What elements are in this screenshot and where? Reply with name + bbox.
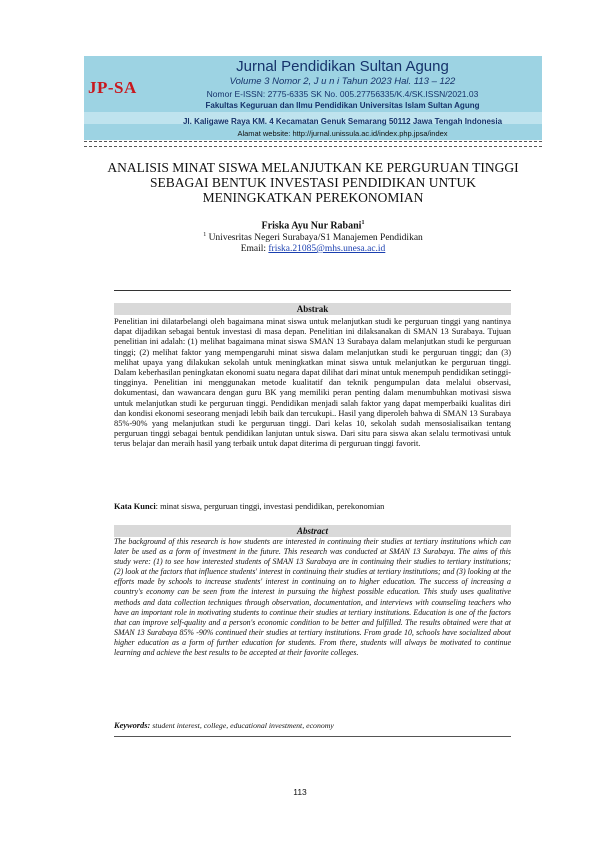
email-label: Email: [240, 244, 269, 254]
article-email [84, 244, 542, 254]
article-title-line: SEBAGAI BENTUK INVESTASI PENDIDIKAN UNTUK [150, 175, 476, 190]
abstract-heading: Abstract [114, 525, 511, 537]
article-title [84, 160, 542, 205]
journal-address: Jl. Kaligawe Raya KM. 4 Kecamatan Genuk Semarang 50112 Jawa Tengah Indonesia [182, 117, 503, 126]
journal-website: Alamat website: http://jurnal.unissula.ac.id/index.php.jpsa/index [237, 129, 448, 138]
abstrak-body: Penelitian ini dilatarbelangi oleh bagaimana minat siswa untuk melanjutkan studi ke perguruan tinggi yang nantinya dapat dijadikan sebagai bentuk investasi di masa depan. Penelitian ini dilaksanakan di SMAN 13 Surabaya. Tujuan penelitian ini adalah: (1) melihat bagaimana minat siswa SMAN 13 Surabaya dalam melanjutkan studi ke perguruan tinggi; (2) melihat faktor yang mempengaruhi minat siswa dalam melanjutkan studi ke perguruan tinggi; dan (3) melihat upaya yang dilakukan sekolah untuk meningkatkan minat siswa untuk melanjutkan ke perguruan tinggi. Dalam keberhasilan peningkatan ekonomi suatu negara dapat dilihat dari minat untuk menempuh pendidikan setinggi-tingginya. Penelitian ini menggunakan metode kualitatif dan teknik pengumpulan data melalui observasi, dokumentasi, dan wawancara dengan guru BK yang memiliki peran penting dalam menumbuhkan motivasi siswa untuk melanjutkan studi ke perguruan tinggi. Pendidikan menjadi salah faktor yang dapat memperbaiki kualitas diri dan kondisi ekonomi seseorang menjadi lebih baik dan tercukupi.. Hasil yang diperoleh bahwa di SMAN 13 Surabaya 85%-90% yang melanjutkan studi ke perguruan tinggi. Dari kelas 10, sekolah sudah mensosialisaikan tentang perguruan tinggi sebagai bentuk pendidikan lanjutan untuk siswa. Dari situ para siswa akan selalu termotivasi untuk terus belajar dan meraih hasil yang terbaik untuk dapat diterima di perguruan tinggi favorit. [114, 317, 511, 449]
abstrak-keywords-label: Kata Kunci [114, 502, 156, 511]
affiliation-text: Univesritas Negeri Surabaya/S1 Manajemen Pendidikan [206, 233, 423, 244]
abstrak-top-rule [114, 290, 511, 291]
header-divider [84, 141, 542, 147]
page-number: 113 [293, 787, 307, 797]
abstract-keywords-label: Keywords: [114, 721, 151, 730]
abstrak-keywords-value: : minat siswa, perguruan tinggi, investasi pendidikan, perekonomian [155, 502, 385, 511]
affiliation-superscript: 1 [203, 232, 207, 238]
author-superscript: 1 [361, 220, 365, 226]
article-title-line: ANALISIS MINAT SISWA MELANJUTKAN KE PERGURUAN TINGGI [107, 160, 519, 175]
abstrak-keywords [114, 502, 511, 511]
article-author [84, 220, 542, 231]
abstract-keywords-value: student interest, college, educational investment, economy [150, 721, 334, 730]
journal-issn: Nomor E-ISSN: 2775-6335 SK No. 005.27756335/K.4/SK.ISSN/2021.03 [206, 89, 479, 99]
abstract-keywords [114, 721, 511, 730]
journal-logo: JP-SA [88, 78, 137, 97]
abstract-bottom-rule [114, 736, 511, 737]
abstrak-heading: Abstrak [114, 303, 511, 315]
journal-title: Jurnal Pendidikan Sultan Agung [236, 58, 449, 75]
journal-volume: Volume 3 Nomor 2, J u n i Tahun 2023 Hal. 113 – 122 [229, 76, 456, 87]
author-name: Friska Ayu Nur Rabani [261, 220, 362, 232]
article-affiliation [84, 232, 542, 243]
article-title-line: MENINGKATKAN PEREKONOMIAN [202, 190, 424, 205]
email-link[interactable]: friska.21085@mhs.unesa.ac.id [268, 244, 386, 254]
journal-faculty: Fakultas Keguruan dan Ilmu Pendidikan Universitas Islam Sultan Agung [205, 101, 480, 110]
abstract-body: The background of this research is how students are interested in continuing their studies at tertiary institutions which can later be used as a form of investment in the future. This research was conducted at SMAN 13 Surabaya. The aims of this study were: (1) to see how interested students of SMAN 13 Surabaya are in continuing their studies to tertiary institutions; (2) look at the factors that influence students' interest in continuing their studies at tertiary institutions; and (3) looking at the efforts made by schools to increase students' interest in continuing on to higher education. The success of increasing a country's economy can be seen from the interest in pursuing the highest possible education. This study uses qualitative methods and data collection techniques through observation, documentation, and interviews with counseling teachers who have an important role in motivating students to continue their studies at tertiary institutions. Education is one of the factors that can improve self-quality and a person's economic condition to be better and fulfilled. The results obtained were that at SMAN 13 Surabaya 85% -90% continued their studies at tertiary institutions. From grade 10, schools have socialized about higher education as a form of further education for students. From there, students will always be motivated to continue learning and achieve the best results to be accepted at their favorite colleges. [114, 537, 511, 658]
